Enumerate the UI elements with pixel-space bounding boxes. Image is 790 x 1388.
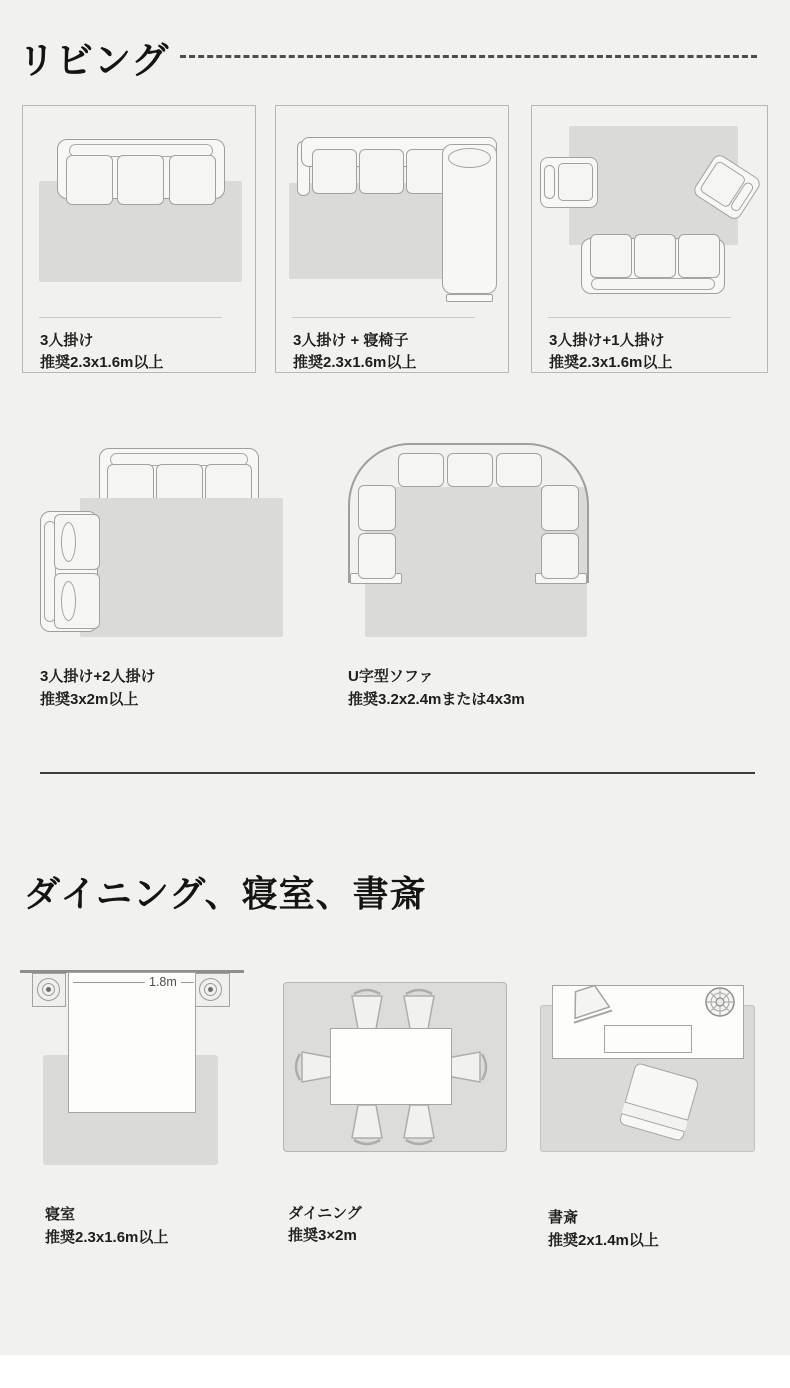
room-diagram-study: [540, 975, 760, 1260]
section-divider: [40, 772, 755, 774]
sofa-front-edge: [591, 278, 715, 290]
lamp-inner: [204, 983, 217, 996]
living-diagram-3-plus-2: [40, 445, 330, 710]
seat-pillow: [61, 581, 76, 621]
living-card-armchair: [531, 105, 768, 373]
nightstand-left: [32, 973, 66, 1007]
living-diagram-u-sofa: [348, 443, 598, 713]
lamp-core: [208, 987, 213, 992]
dining-chair: [399, 1103, 439, 1147]
room-size: 推奨3×2m: [288, 1227, 357, 1244]
sofa-3-seater-facing-up: [581, 234, 727, 296]
sofa-2-seater: [40, 511, 104, 634]
card-label: 3人掛け+1人掛け: [549, 332, 665, 349]
sofa-cushion: [358, 485, 396, 531]
dining-chair: [347, 1103, 387, 1147]
sofa-cushion: [358, 533, 396, 579]
room-label: 書斎: [548, 1209, 579, 1226]
sofa-cushion: [541, 485, 579, 531]
sofa-cushion: [169, 155, 216, 205]
sofa-cushion: [496, 453, 542, 487]
dimension-label: 1.8m: [149, 975, 177, 989]
living-card-3-seater: [22, 105, 256, 373]
sofa-cushion: [359, 149, 404, 194]
armchair-left: [540, 157, 598, 208]
card-divider: [548, 317, 731, 318]
card-size: 推奨2.3x1.6m以上: [40, 354, 164, 371]
diagram-size: 推奨3.2x2.4mまたは4x3m: [348, 691, 525, 708]
armchair-seat: [558, 163, 593, 201]
card-label: 3人掛け + 寝椅子: [293, 332, 409, 349]
armchair-back: [544, 165, 555, 199]
card-divider: [39, 317, 222, 318]
sofa-cushion: [398, 453, 444, 487]
sofa-cushion: [678, 234, 720, 278]
keyboard: [604, 1025, 692, 1053]
rug: [80, 498, 283, 637]
lamp-icon: [199, 978, 222, 1001]
sofa-cushion: [590, 234, 632, 278]
room-diagram-bedroom: [20, 965, 250, 1255]
room-label: 寝室: [45, 1206, 76, 1223]
lamp-inner: [42, 983, 55, 996]
sofa-cushion: [447, 453, 493, 487]
rug: [289, 183, 460, 279]
dining-chair: [399, 987, 439, 1031]
room-size: 推奨2.3x1.6m以上: [45, 1229, 169, 1246]
sofa-3-seater: [57, 139, 227, 207]
room-size: 推奨2x1.4m以上: [548, 1232, 659, 1249]
card-size: 推奨2.3x1.6m以上: [293, 354, 417, 371]
sofa-cushion: [54, 573, 100, 629]
nightstand-right: [192, 973, 230, 1007]
dashed-divider: [180, 55, 757, 58]
sofa-cushion: [634, 234, 676, 278]
chaise-foot: [446, 294, 493, 302]
dimension-line: [73, 982, 145, 983]
living-card-chaise: [275, 105, 509, 373]
lamp-icon: [37, 978, 60, 1001]
sofa-cushion: [312, 149, 357, 194]
sofa-cushion: [541, 533, 579, 579]
chaise-pillow: [448, 148, 491, 168]
diagram-size: 推奨3x2m以上: [40, 691, 139, 708]
sofa-cushion: [66, 155, 113, 205]
section-title-rooms: ダイニング、寝室、書斎: [24, 873, 427, 914]
sofa-cushion: [117, 155, 164, 205]
room-label: ダイニング: [288, 1205, 362, 1222]
dimension-line: [181, 982, 194, 983]
sofa-cushion: [54, 514, 100, 570]
diagram-label: 3人掛け+2人掛け: [40, 668, 156, 685]
seat-pillow: [61, 522, 76, 562]
card-size: 推奨2.3x1.6m以上: [549, 354, 673, 371]
section-title-living: リビング: [18, 40, 170, 81]
room-diagram-dining: [283, 975, 507, 1255]
globe-icon: [704, 986, 736, 1018]
diagram-label: U字型ソファ: [348, 668, 434, 685]
lamp-core: [46, 987, 51, 992]
bed: [68, 972, 196, 1113]
card-label: 3人掛け: [40, 332, 94, 349]
u-sofa-frame: [348, 443, 589, 583]
card-divider: [292, 317, 475, 318]
dining-chair: [347, 987, 387, 1031]
dining-table: [330, 1028, 452, 1105]
